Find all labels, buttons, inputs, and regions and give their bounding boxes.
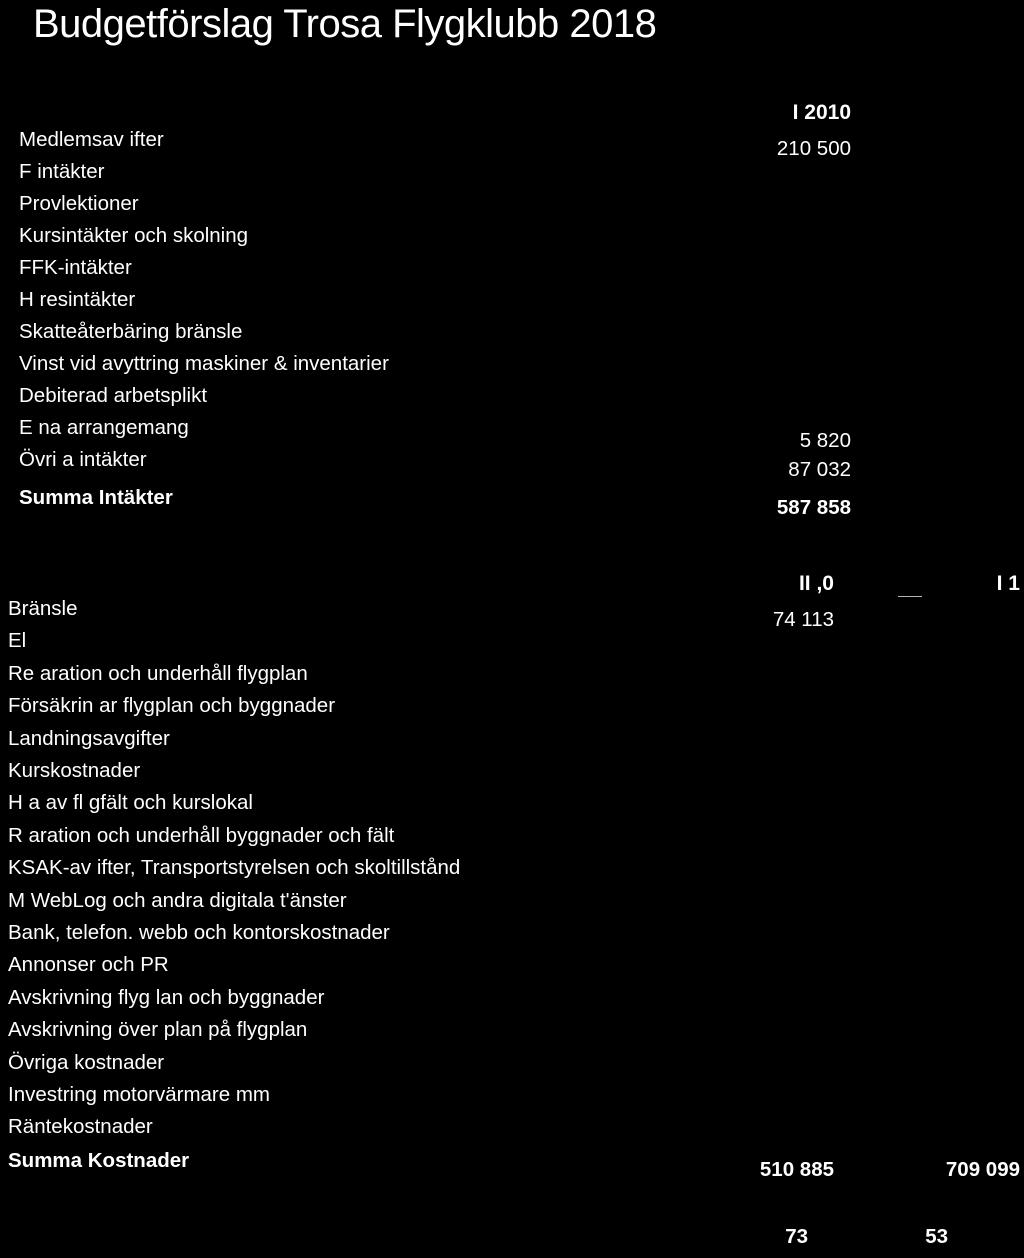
cost-row-value: 74 113 xyxy=(772,608,834,631)
income-row-value: 5 820 xyxy=(799,429,851,452)
income-row-label: Vinst vid avyttring maskiner & inventarier xyxy=(19,352,389,375)
cost-row-label: Bank, telefon. webb och kontorskostnader xyxy=(8,921,390,944)
cost-row-label: Landningsavgifter xyxy=(8,727,170,750)
scan-mark xyxy=(898,596,922,597)
cost-row-label: KSAK-av ifter, Transportstyrelsen och skoltillstånd xyxy=(8,856,461,879)
cost-row-label: Investring motorvärmare mm xyxy=(8,1083,271,1106)
costs-total-col1: 510 885 xyxy=(759,1158,834,1181)
cost-row-label: H a av fl gfält och kurslokal xyxy=(8,791,253,814)
income-row-label: F intäkter xyxy=(19,160,105,183)
cost-row-label: Annonser och PR xyxy=(8,953,169,976)
cost-row-label: Bränsle xyxy=(8,597,78,620)
income-row-label: FFK-intäkter xyxy=(19,256,132,279)
cost-row-label: Avskrivning flyg lan och byggnader xyxy=(8,986,325,1009)
cost-row-label: M WebLog och andra digitala t'änster xyxy=(8,889,347,912)
cost-row-label: Avskrivning över plan på flygplan xyxy=(8,1018,308,1041)
income-year-header: I 2010 xyxy=(792,101,851,124)
page-title: Budgetförslag Trosa Flygklubb 2018 xyxy=(33,2,657,46)
income-row-label: Medlemsav ifter xyxy=(19,128,164,151)
income-row-label: Skatteåterbäring bränsle xyxy=(19,320,243,343)
income-row-value: 87 032 xyxy=(788,458,851,481)
cost-row-label: Försäkrin ar flygplan och byggnader xyxy=(8,694,336,717)
income-row-label: Provlektioner xyxy=(19,192,139,215)
cost-row-label: El xyxy=(8,629,27,652)
income-row-label: Debiterad arbetsplikt xyxy=(19,384,208,407)
costs-total-label: Summa Kostnader xyxy=(8,1149,190,1172)
income-row-label: Kursintäkter och skolning xyxy=(19,224,249,247)
income-row-label: Övri a intäkter xyxy=(19,448,147,471)
income-row-label: H resintäkter xyxy=(19,288,136,311)
cost-row-label: Re aration och underhåll flygplan xyxy=(8,662,308,685)
income-total-label: Summa Intäkter xyxy=(19,486,173,509)
costs-header-col1: II ,0 xyxy=(798,572,834,595)
cost-row-label: Räntekostnader xyxy=(8,1115,153,1138)
costs-header-col2: I 1 xyxy=(996,572,1020,595)
cost-row-label: R aration och underhåll byggnader och fält xyxy=(8,824,395,847)
cost-row-label: Kurskostnader xyxy=(8,759,141,782)
income-row-label: E na arrangemang xyxy=(19,416,189,439)
result-col1: 73 xyxy=(785,1225,808,1248)
income-total-value: 587 858 xyxy=(776,496,851,519)
costs-total-col2: 709 099 xyxy=(945,1158,1020,1181)
result-col2: 53 xyxy=(925,1225,948,1248)
income-row-value: 210 500 xyxy=(776,137,851,160)
cost-row-label: Övriga kostnader xyxy=(8,1051,165,1074)
